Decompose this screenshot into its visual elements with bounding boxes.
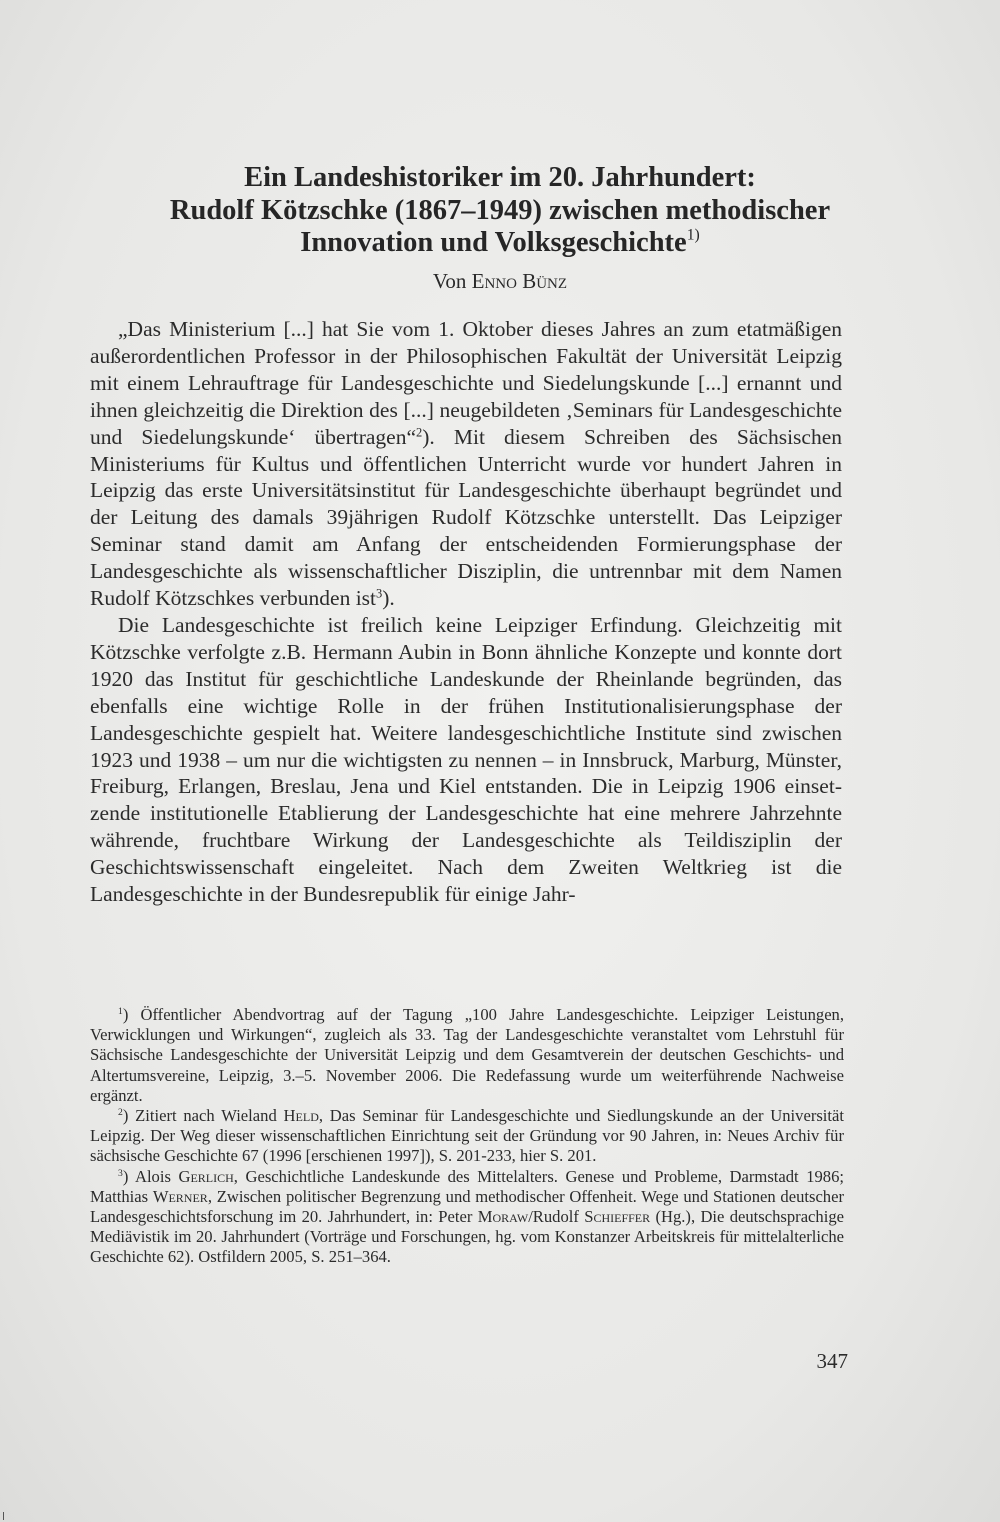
footnote-2-text-b: , Das Seminar für Landesgeschichte und Siedlungskunde an der Universität Leipzig. Der Weg dieser wissenschaftlichen Einrichtung seit der Gründung vor 90 Jahren, in: Neues Archiv für sächsische Geschichte 67 (1996 [erschienen 1997]), S. 201-233, hier S. 201. (90, 1106, 845, 1166)
footnote-1-text: ) Öffentlicher Abendvortrag auf der Tagung „100 Jahre Landesgeschichte. Leipziger Leistungen, Verwicklungen und Wirkungen“, zugleich als 33. Tag der Landesgeschichte veranstaltet vom Lehrstuhl für Sächsische Landesgeschichte der Universität Leipzig und dem Gesamtverein der deutschen Geschichts- und Altertumsvereine, Leipzig, 3.–5. November 2006. Die Redefassung wurde um weiterführende Nachweise ergänzt. (90, 1005, 844, 1105)
footnote-3-text-b: , Geschichtliche Landeskunde des Mittelalters. Genese und Probleme, Darmstadt 1986; Matthias (90, 1166, 844, 1206)
footnote-3-text-d: /Rudolf (528, 1207, 585, 1227)
footnote-3-editor-2: Schieffer (584, 1207, 651, 1227)
body-paragraph-1 (90, 316, 842, 612)
title-line-3 (90, 227, 910, 260)
footnote-3-mark: 3 (118, 1167, 123, 1179)
p1-part-3: ). (382, 586, 395, 611)
footnote-3 (90, 1167, 844, 1268)
title-line-3-text: Innovation und Volksgeschichte (300, 227, 687, 259)
body-paragraph-2: Die Landesgeschichte ist freilich keine Leipziger Erfindung. Gleichzeitig mit Kötzschke verfolgte z.B. Hermann Aubin in Bonn ähnliche Konzepte und konnte dort 1920 das Institut für geschichtliche Landeskunde der Rheinlande begründen, das ebenfalls eine wichtige Rolle in der frühen Institutionalisierungsphase der Landesgeschichte gespielt hat. Weitere landesgeschichtliche Institute sind zwischen 1923 und 1938 – um nur die wichtigsten zu nennen – in Innsbruck, Marburg, Münster, Freiburg, Erlangen, Breslau, Jena und Kiel entstanden. Die in Leipzig 1906 einsetzende institutionelle Etablierung der Landesgeschichte hat eine mehrere Jahrzehnte währende, fruchtbare Wirkung der Landesgeschichte als Teildisziplin der Geschichtswissenschaft eingeleitet. Nach dem Zweiten Weltkrieg ist die Landesgeschichte in der Bundesrepublik für einige Jahr- (90, 612, 842, 907)
author-line (90, 268, 910, 294)
footnote-2-mark: 2 (118, 1107, 123, 1119)
page-number: 347 (816, 1349, 848, 1373)
footnote-2 (90, 1106, 844, 1167)
author-name: Enno Bünz (471, 269, 568, 293)
footnote-1-mark: 1 (118, 1006, 123, 1018)
footnote-2-text-a: ) Zitiert nach Wieland (122, 1106, 284, 1126)
p1-part-2: ). Mit diesem Schreiben des Sächsischen Ministeriums für Kultus und öffentlichen Unterricht wurde vor hundert Jahren in Leipzig das erste Universitätsinstitut für Landesgeschichte überhaupt begründet und der Leitung des damals 39jährigen Rudolf Kötzschke unterstellt. Das Leipziger Seminar stand damit am Anfang der entscheidenden Formierungsphase der Landesgeschichte als wissenschaftlicher Disziplin, die untrennbar mit dem Namen Rudolf Kötzschkes verbunden ist (90, 424, 842, 611)
article-title (90, 162, 910, 260)
footnote-2-author: Held (283, 1106, 319, 1126)
footnotes (90, 1005, 844, 1268)
footnote-3-author-2: Werner (152, 1186, 208, 1206)
title-footnote-ref[interactable]: 1) (686, 226, 700, 244)
scan-edge-mark (3, 1512, 4, 1520)
footnote-1 (90, 1005, 844, 1106)
author-prefix: Von (432, 269, 467, 293)
body-text (90, 316, 842, 908)
footnote-3-editor-1: Moraw (477, 1207, 529, 1227)
footnote-3-text-a: ) Alois (122, 1166, 179, 1186)
footnote-3-text-c: , Zwischen politischer Begrenzung und methodischer Offenheit. Wege und Stationen deutscher Landesgeschichtsforschung im 20. Jahrhundert, in: Peter (90, 1186, 844, 1227)
footnote-ref-2[interactable]: 2 (416, 424, 423, 439)
title-line-2: Rudolf Kötzschke (1867–1949) zwischen methodischer (169, 194, 831, 226)
p1-part-1: „Das Ministerium [...] hat Sie vom 1. Oktober dieses Jahres an zum etatmäßigen außerordentlichen Professor in der Philosophischen Fakultät der Universität Leipzig mit einem Lehrauftrage für Landesgeschichte und Siedelungskunde [...] ernannt und ihnen gleichzeitig die Direktion des [...] neugebildeten ‚Seminars für Landesgeschichte und Siedelungskunde‘ übertragen“ (90, 317, 842, 449)
title-line-1: Ein Landeshistoriker im 20. Jahrhundert: (244, 162, 756, 194)
footnote-3-text-e: (Hg.), Die deutschsprachige Mediävistik im 20. Jahrhundert (Vorträge und Forschungen, hg. vom Konstanzer Arbeitskreis für mittelalterliche Geschichte 62). Ostfildern 2005, S. 251–364. (90, 1207, 844, 1267)
footnote-3-author-1: Gerlich (178, 1166, 234, 1186)
footnote-ref-3[interactable]: 3 (376, 586, 383, 601)
